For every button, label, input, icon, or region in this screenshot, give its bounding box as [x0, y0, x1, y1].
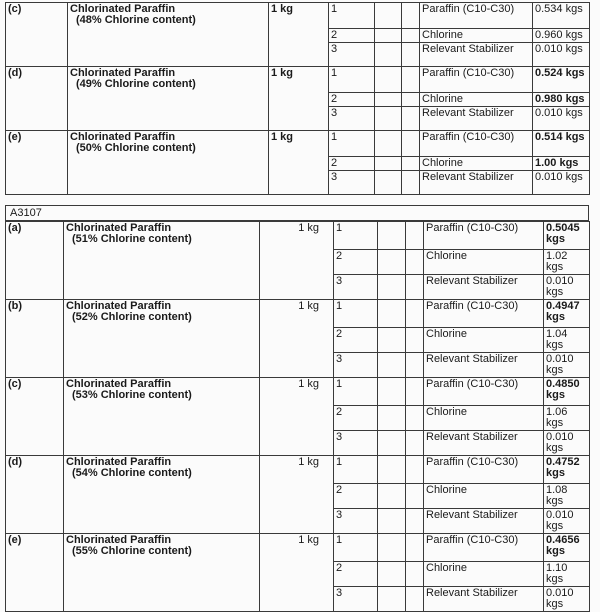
input-item-number: 1: [329, 3, 375, 29]
input-item-name: Paraffin (C10-C30): [424, 378, 544, 406]
product-name: Chlorinated Paraffin: [66, 300, 172, 312]
empty-cell: [378, 431, 406, 456]
input-item-name: Relevant Stabilizer: [424, 431, 544, 456]
empty-cell: [406, 587, 424, 612]
product-name-cell: [68, 3, 269, 67]
product-name-cell: [68, 67, 269, 131]
input-item-name: Relevant Stabilizer: [420, 43, 533, 67]
product-name: Chlorinated Paraffin: [66, 222, 172, 234]
empty-cell: [402, 43, 420, 67]
table-row: [6, 3, 590, 29]
empty-cell: [402, 157, 420, 171]
input-item-number: 1: [334, 456, 378, 484]
empty-cell: [378, 222, 406, 250]
product-name: Chlorinated Paraffin: [66, 456, 172, 468]
empty-cell: [375, 43, 402, 67]
product-name-cell: [64, 534, 260, 612]
export-quantity: 1 kg: [260, 456, 334, 534]
export-quantity: 1 kg: [269, 3, 329, 67]
product-name: Chlorinated Paraffin: [70, 3, 176, 15]
input-quantity-value: 1.06 kgs: [544, 406, 590, 431]
input-item-number: 3: [334, 275, 378, 300]
input-quantity-value: 0.010 kgs: [533, 107, 590, 131]
input-quantity-value: 0.514 kgs: [533, 131, 590, 157]
input-item-name: Relevant Stabilizer: [424, 587, 544, 612]
input-item-name: Chlorine: [420, 29, 533, 43]
chlorine-content: (53% Chlorine content): [72, 389, 192, 401]
input-quantity-value: 0.010 kgs: [544, 431, 590, 456]
input-quantity-value: 0.4656 kgs: [544, 534, 590, 562]
product-name: Chlorinated Paraffin: [66, 534, 172, 546]
empty-cell: [375, 157, 402, 171]
input-item-name: Relevant Stabilizer: [420, 107, 533, 131]
chlorine-content: (52% Chlorine content): [72, 311, 192, 323]
chlorine-content: (49% Chlorine content): [76, 78, 196, 90]
serial-label: (d): [6, 67, 68, 131]
input-item-name: Relevant Stabilizer: [424, 353, 544, 378]
table-row: [6, 67, 590, 93]
input-item-name: Relevant Stabilizer: [420, 171, 533, 195]
export-quantity: 1 kg: [260, 534, 334, 612]
serial-label: (a): [6, 222, 64, 300]
empty-cell: [406, 509, 424, 534]
serial-label: (e): [6, 131, 68, 195]
chlorine-content: (50% Chlorine content): [76, 142, 196, 154]
empty-cell: [406, 484, 424, 509]
input-item-number: 1: [329, 67, 375, 93]
empty-cell: [375, 171, 402, 195]
input-item-name: Paraffin (C10-C30): [424, 222, 544, 250]
empty-cell: [378, 562, 406, 587]
chlorine-content: (54% Chlorine content): [72, 467, 192, 479]
chlorine-content: (48% Chlorine content): [76, 14, 196, 26]
empty-cell: [402, 3, 420, 29]
chlorine-content: (51% Chlorine content): [72, 233, 192, 245]
empty-cell: [378, 534, 406, 562]
product-name: Chlorinated Paraffin: [70, 131, 176, 143]
product-name-cell: [64, 222, 260, 300]
product-name: Chlorinated Paraffin: [70, 67, 176, 79]
input-item-number: 3: [334, 587, 378, 612]
empty-cell: [402, 131, 420, 157]
input-quantity-value: 0.4947 kgs: [544, 300, 590, 328]
input-item-name: Paraffin (C10-C30): [424, 534, 544, 562]
input-item-number: 2: [334, 562, 378, 587]
input-quantity-value: 0.010 kgs: [544, 275, 590, 300]
input-quantity-value: 1.02 kgs: [544, 250, 590, 275]
empty-cell: [375, 3, 402, 29]
empty-cell: [378, 456, 406, 484]
section-code: A3107: [5, 205, 589, 221]
empty-cell: [378, 484, 406, 509]
input-item-number: 3: [329, 43, 375, 67]
input-item-number: 2: [329, 93, 375, 107]
table-row: [6, 378, 590, 406]
empty-cell: [402, 67, 420, 93]
chlorine-content: (55% Chlorine content): [72, 545, 192, 557]
input-quantity-value: 1.04 kgs: [544, 328, 590, 353]
empty-cell: [375, 93, 402, 107]
input-item-number: 2: [329, 157, 375, 171]
input-item-name: Chlorine: [424, 484, 544, 509]
input-item-name: Chlorine: [424, 328, 544, 353]
empty-cell: [406, 456, 424, 484]
input-output-norms-table-part1: [5, 2, 590, 195]
input-item-number: 3: [334, 353, 378, 378]
input-item-name: Paraffin (C10-C30): [424, 456, 544, 484]
empty-cell: [375, 107, 402, 131]
input-item-name: Chlorine: [424, 406, 544, 431]
table-row: [6, 222, 590, 250]
input-item-number: 3: [334, 509, 378, 534]
input-quantity-value: 1.10 kgs: [544, 562, 590, 587]
input-quantity-value: 0.010 kgs: [544, 509, 590, 534]
export-quantity: 1 kg: [269, 67, 329, 131]
empty-cell: [378, 328, 406, 353]
empty-cell: [378, 587, 406, 612]
empty-cell: [406, 222, 424, 250]
input-quantity-value: 0.4752 kgs: [544, 456, 590, 484]
serial-label: (c): [6, 378, 64, 456]
input-item-number: 2: [334, 484, 378, 509]
empty-cell: [378, 300, 406, 328]
empty-cell: [378, 353, 406, 378]
input-output-norms-table-part2: [5, 221, 590, 612]
empty-cell: [406, 534, 424, 562]
export-quantity: 1 kg: [260, 378, 334, 456]
input-item-number: 2: [334, 328, 378, 353]
input-item-name: Relevant Stabilizer: [424, 509, 544, 534]
input-quantity-value: 1.00 kgs: [533, 157, 590, 171]
input-quantity-value: 0.010 kgs: [544, 587, 590, 612]
product-name-cell: [64, 456, 260, 534]
input-quantity-value: 0.960 kgs: [533, 29, 590, 43]
input-quantity-value: 0.010 kgs: [533, 43, 590, 67]
serial-label: (d): [6, 456, 64, 534]
input-quantity-value: 1.08 kgs: [544, 484, 590, 509]
table-row: [6, 534, 590, 562]
empty-cell: [402, 93, 420, 107]
input-item-number: 3: [334, 431, 378, 456]
empty-cell: [375, 131, 402, 157]
empty-cell: [406, 406, 424, 431]
empty-cell: [406, 378, 424, 406]
input-item-name: Relevant Stabilizer: [424, 275, 544, 300]
input-item-name: Paraffin (C10-C30): [420, 131, 533, 157]
input-quantity-value: 0.534 kgs: [533, 3, 590, 29]
table-row: [6, 300, 590, 328]
empty-cell: [402, 107, 420, 131]
empty-cell: [406, 275, 424, 300]
input-item-number: 1: [334, 378, 378, 406]
input-item-name: Paraffin (C10-C30): [420, 67, 533, 93]
input-item-name: Chlorine: [424, 562, 544, 587]
input-item-name: Paraffin (C10-C30): [424, 300, 544, 328]
product-name-cell: [64, 378, 260, 456]
input-quantity-value: 0.5045 kgs: [544, 222, 590, 250]
table-row: [6, 456, 590, 484]
product-name-cell: [68, 131, 269, 195]
export-quantity: 1 kg: [260, 300, 334, 378]
empty-cell: [406, 250, 424, 275]
serial-label: (c): [6, 3, 68, 67]
input-item-name: Chlorine: [424, 250, 544, 275]
input-item-number: 2: [334, 406, 378, 431]
empty-cell: [402, 171, 420, 195]
input-item-number: 3: [329, 171, 375, 195]
empty-cell: [406, 431, 424, 456]
input-item-number: 1: [334, 300, 378, 328]
input-quantity-value: 0.010 kgs: [533, 171, 590, 195]
empty-cell: [406, 300, 424, 328]
export-quantity: 1 kg: [260, 222, 334, 300]
table-row: [6, 131, 590, 157]
empty-cell: [378, 275, 406, 300]
empty-cell: [406, 353, 424, 378]
input-item-number: 2: [329, 29, 375, 43]
product-name: Chlorinated Paraffin: [66, 378, 172, 390]
input-item-number: 3: [329, 107, 375, 131]
empty-cell: [406, 328, 424, 353]
empty-cell: [402, 29, 420, 43]
input-item-name: Chlorine: [420, 93, 533, 107]
empty-cell: [406, 562, 424, 587]
export-quantity: 1 kg: [269, 131, 329, 195]
empty-cell: [378, 406, 406, 431]
input-item-name: Paraffin (C10-C30): [420, 3, 533, 29]
input-item-number: 2: [334, 250, 378, 275]
empty-cell: [378, 250, 406, 275]
empty-cell: [378, 509, 406, 534]
product-name-cell: [64, 300, 260, 378]
serial-label: (e): [6, 534, 64, 612]
input-quantity-value: 0.010 kgs: [544, 353, 590, 378]
serial-label: (b): [6, 300, 64, 378]
input-quantity-value: 0.980 kgs: [533, 93, 590, 107]
input-quantity-value: 0.524 kgs: [533, 67, 590, 93]
input-item-number: 1: [334, 222, 378, 250]
empty-cell: [378, 378, 406, 406]
input-item-number: 1: [329, 131, 375, 157]
input-item-name: Chlorine: [420, 157, 533, 171]
input-item-number: 1: [334, 534, 378, 562]
empty-cell: [375, 67, 402, 93]
input-quantity-value: 0.4850 kgs: [544, 378, 590, 406]
empty-cell: [375, 29, 402, 43]
